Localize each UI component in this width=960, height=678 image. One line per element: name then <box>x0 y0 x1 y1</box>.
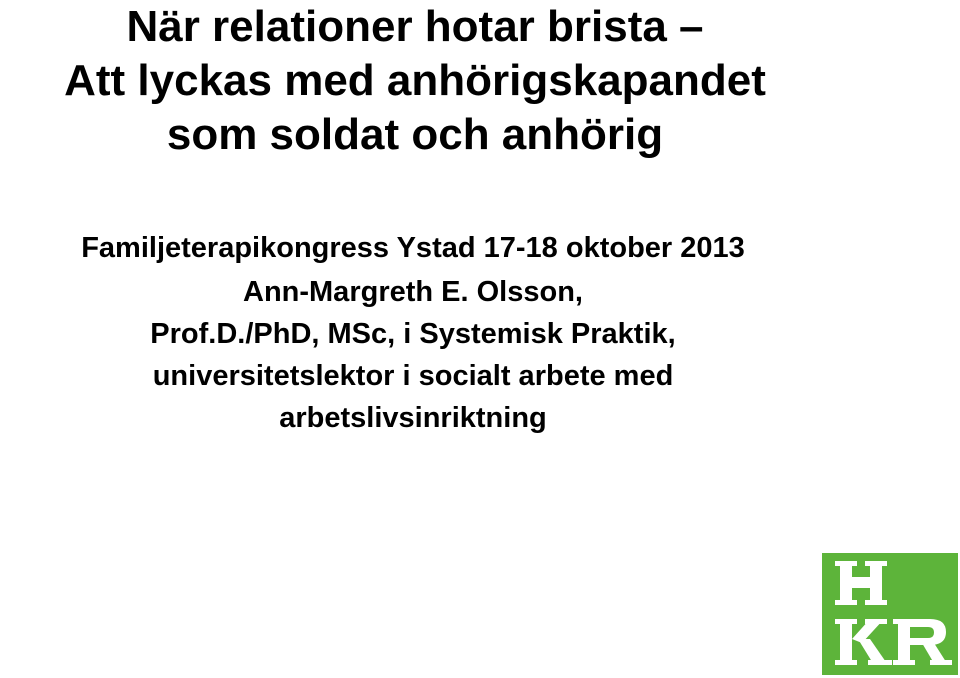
title-line-1: När relationer hotar brista – <box>126 2 704 51</box>
title-line-2: Att lyckas med anhörigskapandet <box>64 56 766 105</box>
title-line-3: som soldat och anhörig <box>166 110 664 159</box>
hkr-logo <box>822 553 958 675</box>
author-name: Ann-Margreth E. Olsson, <box>243 276 583 308</box>
presentation-details <box>0 226 826 439</box>
author-field: arbetslivsinriktning <box>279 402 547 434</box>
author-degree: Prof.D./PhD, MSc, i Systemisk Praktik, <box>150 318 676 350</box>
conference-line: Familjeterapikongress Ystad 17-18 oktober 2013 <box>81 232 745 264</box>
slide-title <box>0 0 830 162</box>
author-title: universitetslektor i socialt arbete med <box>152 360 674 392</box>
